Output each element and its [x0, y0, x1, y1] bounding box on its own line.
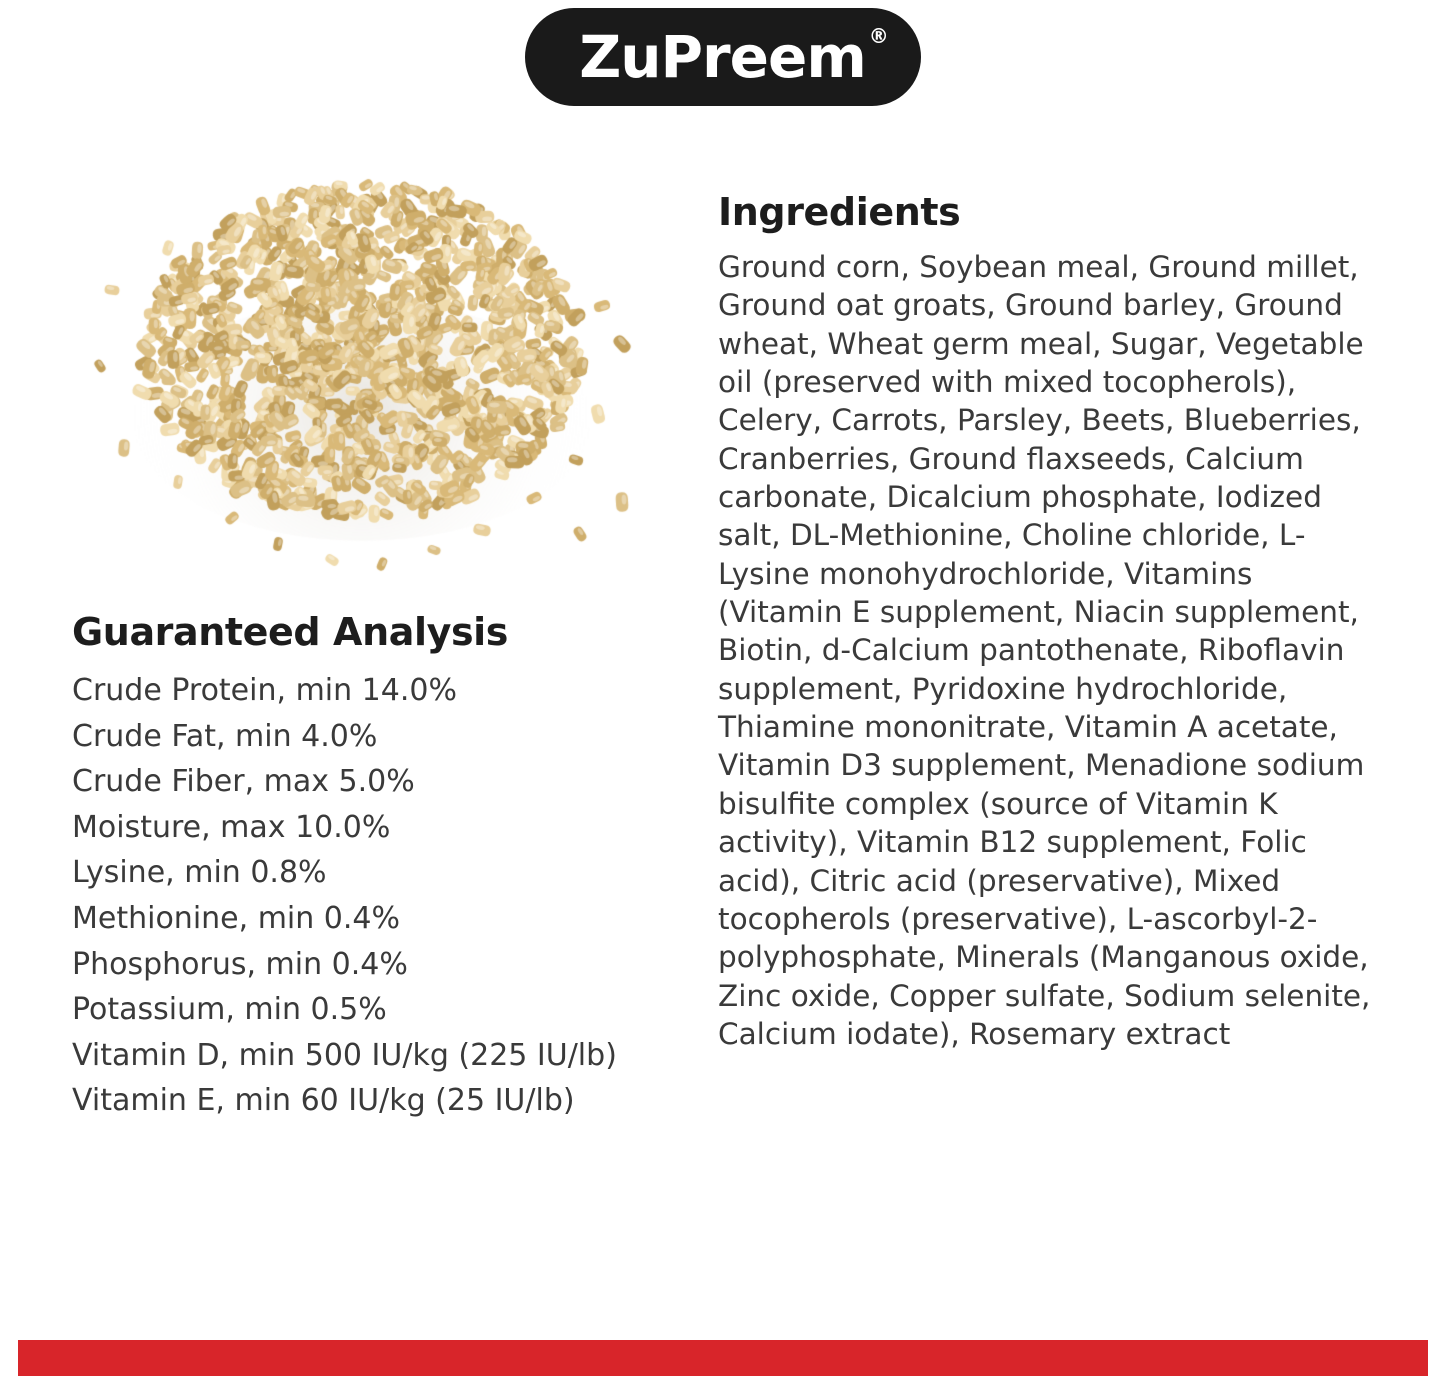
list-item: Vitamin E, min 60 IU/kg (25 IU/lb): [72, 1083, 575, 1119]
list-item: Crude Fat, min 4.0%: [72, 718, 378, 754]
brand-name: ZuPreem: [579, 23, 866, 91]
registered-mark-icon: ®: [868, 24, 888, 48]
left-column: [72, 130, 692, 1124]
brand-logo: [525, 8, 921, 106]
guaranteed-analysis-title: Guaranteed Analysis: [72, 610, 509, 654]
list-item: Methionine, min 0.4%: [72, 900, 401, 936]
pellet-pile-image: [82, 130, 642, 610]
bird-food-pellets-icon: [82, 130, 642, 610]
brand-logo-text: [579, 23, 888, 91]
ingredients-title: Ingredients: [718, 190, 961, 234]
guaranteed-analysis-list: [72, 668, 692, 1124]
bottom-accent-bar: [18, 1340, 1428, 1376]
list-item: Moisture, max 10.0%: [72, 809, 391, 845]
ingredients-text: Ground corn, Soybean meal, Ground millet, Ground oat groats, Ground barley, Ground wheat, Wheat germ meal, Sugar, Vegetable oil (preserved with mixed tocopherols), Celery, Carrots, Parsley, Beets, Blueberries, Cranberries, Ground flaxseeds, Calcium carbonate, Dicalcium phosphate, Iodized salt, DL-Methionine, Choline chloride, L-Lysine monohydrochloride, Vitamins (Vitamin E supplement, Niacin supplement, Biotin, d-Calcium pantothenate, Riboflavin supplement, Pyridoxine hydrochloride, Thiamine mononitrate, Vitamin A acetate, Vitamin D3 supplement, Menadione sodium bisulfite complex (source of Vitamin K activity), Vitamin B12 supplement, Folic acid), Citric acid (preservative), Mixed tocopherols (preservative), L-ascorbyl-2-polyphosphate, Minerals (Manganous oxide, Zinc oxide, Copper sulfate, Sodium selenite, Calcium iodate), Rosemary extract: [718, 250, 1371, 1051]
list-item: Crude Fiber, max 5.0%: [72, 764, 415, 800]
list-item: Phosphorus, min 0.4%: [72, 946, 408, 982]
label-content: [0, 130, 1445, 1310]
list-item: Potassium, min 0.5%: [72, 992, 387, 1028]
list-item: Crude Protein, min 14.0%: [72, 673, 457, 708]
right-column: [718, 190, 1386, 1053]
list-item: Vitamin D, min 500 IU/kg (225 IU/lb): [72, 1037, 617, 1073]
list-item: Lysine, min 0.8%: [72, 855, 327, 891]
